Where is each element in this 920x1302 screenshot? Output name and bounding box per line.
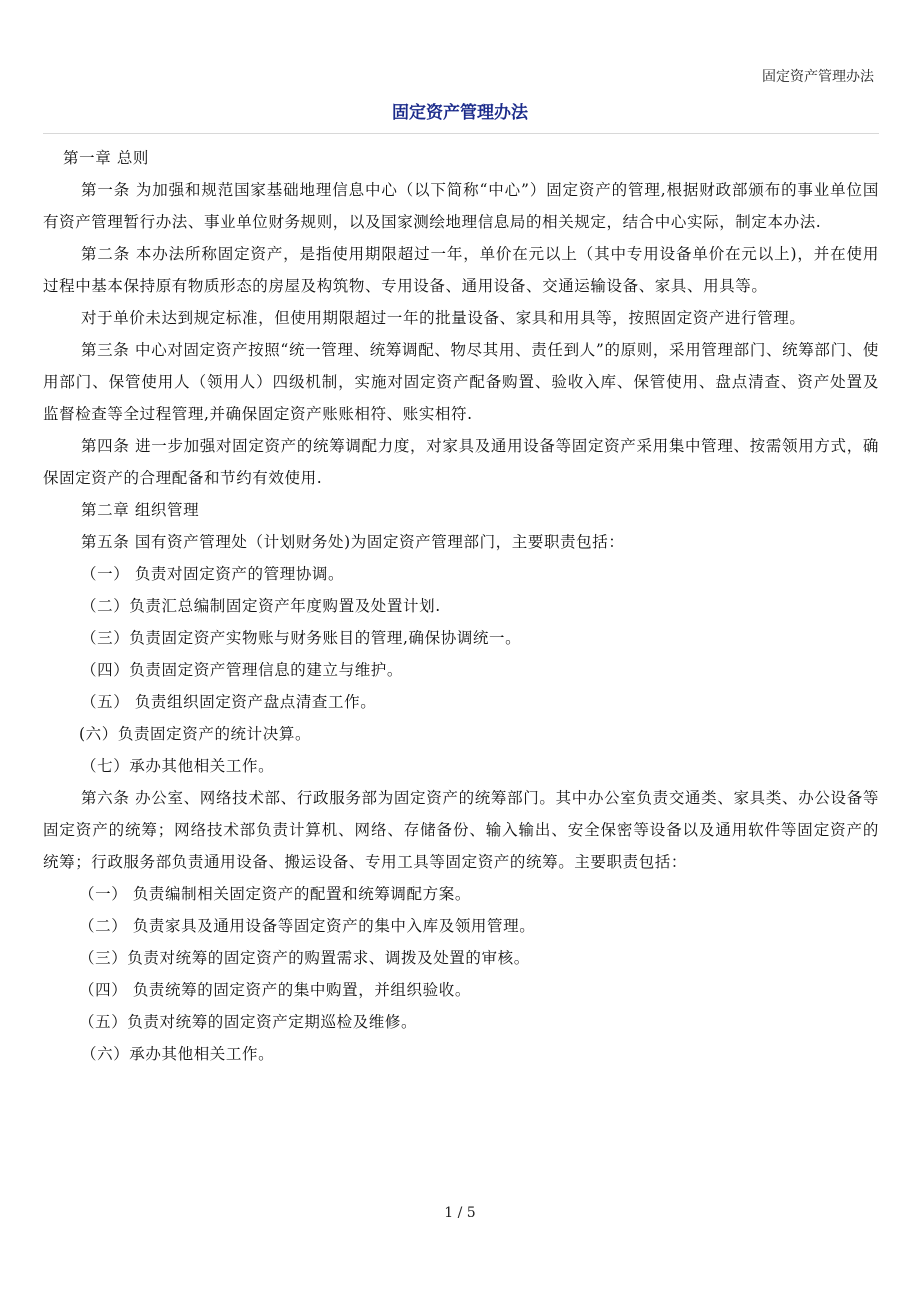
page-number: 1 / 5 (444, 1205, 476, 1221)
article-3: 第三条 中心对固定资产按照“统一管理、统筹调配、物尽其用、责任到人”的原则，采用管理部门、统筹部门、使用部门、保管使用人（领用人）四级机制，实施对固定资产配备购置、验收入库、保管使用、盘点清查、资产处置及监督检查等全过程管理,并确保固定资产账账相符、账实相符. (43, 341, 879, 423)
article-6-item: （一） 负责编制相关固定资产的配置和统筹调配方案。 (79, 885, 471, 903)
article-5-item: （五） 负责组织固定资产盘点清查工作。 (81, 693, 377, 711)
document-title: 固定资产管理办法 (392, 103, 528, 123)
article-2-note: 对于单价未达到规定标准，但使用期限超过一年的批量设备、家具和用具等，按照固定资产进行管理。 (81, 309, 806, 327)
article-5-item: （一） 负责对固定资产的管理协调。 (81, 565, 345, 583)
article-6-item: （二） 负责家具及通用设备等固定资产的集中入库及领用管理。 (79, 917, 536, 935)
chapter-1-heading: 第一章 总则 (63, 149, 150, 167)
article-5: 第五条 国有资产管理处（计划财务处)为固定资产管理部门，主要职责包括： (81, 533, 625, 551)
article-4: 第四条 进一步加强对固定资产的统筹调配力度，对家具及通用设备等固定资产采用集中管理、按需领用方式，确保固定资产的合理配备和节约有效使用. (43, 437, 879, 487)
chapter-2-heading: 第二章 组织管理 (81, 501, 200, 519)
article-5-item: （七）承办其他相关工作。 (81, 757, 275, 775)
article-2: 第二条 本办法所称固定资产，是指使用期限超过一年，单价在元以上（其中专用设备单价在元以上)，并在使用过程中基本保持原有物质形态的房屋及构筑物、专用设备、通用设备、交通运输设备、家具、用具等。 (43, 245, 879, 295)
article-1: 第一条 为加强和规范国家基础地理信息中心（以下简称“中心”）固定资产的管理,根据财政部颁布的事业单位国有资产管理暂行办法、事业单位财务规则，以及国家测绘地理信息局的相关规定，结合中心实际，制定本办法. (43, 181, 879, 231)
article-5-item: (六）负责固定资产的统计决算。 (79, 725, 312, 743)
article-6-item: （六）承办其他相关工作。 (81, 1045, 275, 1063)
article-5-item: （四）负责固定资产管理信息的建立与维护。 (81, 661, 404, 679)
article-6-item: （四） 负责统筹的固定资产的集中购置，并组织验收。 (79, 981, 471, 999)
article-6: 第六条 办公室、网络技术部、行政服务部为固定资产的统筹部门。其中办公室负责交通类、家具类、办公设备等固定资产的统筹；网络技术部负责计算机、网络、存储备份、输入输出、安全保密等设备以及通用软件等固定资产的统筹；行政服务部负责通用设备、搬运设备、专用工具等固定资产的统筹。主要职责包括： (43, 789, 879, 871)
article-6-item: （三）负责对统筹的固定资产的购置需求、调拨及处置的审核。 (79, 949, 530, 967)
article-6-item: （五）负责对统筹的固定资产定期巡检及维修。 (79, 1013, 418, 1031)
title-divider (43, 133, 879, 134)
running-header: 固定资产管理办法 (762, 69, 874, 85)
article-5-item: （三）负责固定资产实物账与财务账目的管理,确保协调统一。 (81, 629, 522, 647)
document-body (43, 142, 879, 1070)
article-5-item: （二）负责汇总编制固定资产年度购置及处置计划. (81, 597, 441, 615)
